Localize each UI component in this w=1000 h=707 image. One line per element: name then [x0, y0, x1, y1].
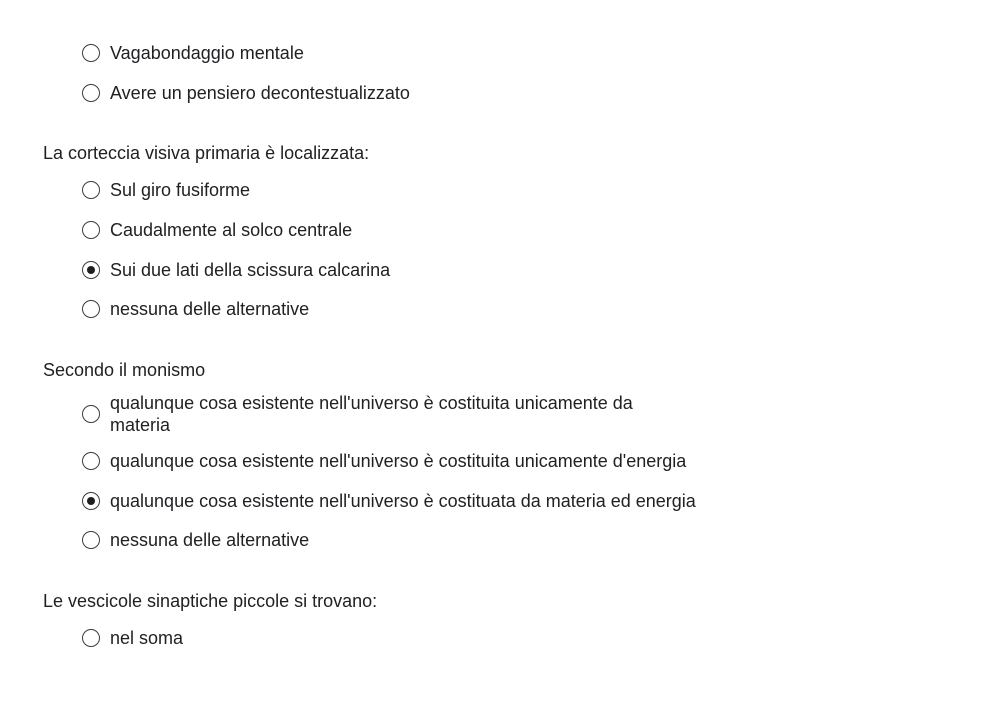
option-label: qualunque cosa esistente nell'universo è costituata da materia ed energia — [110, 491, 696, 511]
option-label: qualunque cosa esistente nell'universo è costituita unicamente d'energia — [110, 451, 687, 471]
option-label: nessuna delle alternative — [110, 299, 310, 319]
radio-button[interactable] — [82, 452, 100, 470]
radio-option[interactable] — [82, 298, 309, 320]
radio-button[interactable] — [82, 84, 100, 102]
option-label: Avere un pensiero decontestualizzato — [110, 83, 410, 103]
radio-button[interactable] — [82, 261, 100, 279]
option-label: Sui due lati della scissura calcarina — [110, 260, 391, 280]
radio-option[interactable] — [82, 392, 670, 436]
radio-button[interactable] — [82, 221, 100, 239]
radio-option[interactable] — [82, 490, 696, 512]
radio-option[interactable] — [82, 627, 183, 649]
option-label: nel soma — [110, 628, 184, 648]
radio-option[interactable] — [82, 42, 304, 64]
radio-button[interactable] — [82, 531, 100, 549]
option-label: nessuna delle alternative — [110, 530, 310, 550]
radio-button[interactable] — [82, 44, 100, 62]
radio-button[interactable] — [82, 629, 100, 647]
question-title: Le vescicole sinaptiche piccole si trovano: — [43, 591, 378, 611]
option-label: Vagabondaggio mentale — [110, 43, 304, 63]
radio-button[interactable] — [82, 492, 100, 510]
radio-option[interactable] — [82, 450, 686, 472]
radio-option[interactable] — [82, 529, 309, 551]
radio-button[interactable] — [82, 405, 100, 423]
option-label: qualunque cosa esistente nell'universo è costituita unicamente da materia — [110, 393, 633, 435]
radio-button[interactable] — [82, 300, 100, 318]
radio-option[interactable] — [82, 82, 410, 104]
question-title: Secondo il monismo — [43, 360, 206, 380]
option-label: Caudalmente al solco centrale — [110, 220, 353, 240]
radio-button[interactable] — [82, 181, 100, 199]
radio-option[interactable] — [82, 219, 352, 241]
option-label: Sul giro fusiforme — [110, 180, 251, 200]
question-title: La corteccia visiva primaria è localizzata: — [43, 143, 370, 163]
radio-option[interactable] — [82, 179, 250, 201]
radio-option[interactable] — [82, 259, 390, 281]
